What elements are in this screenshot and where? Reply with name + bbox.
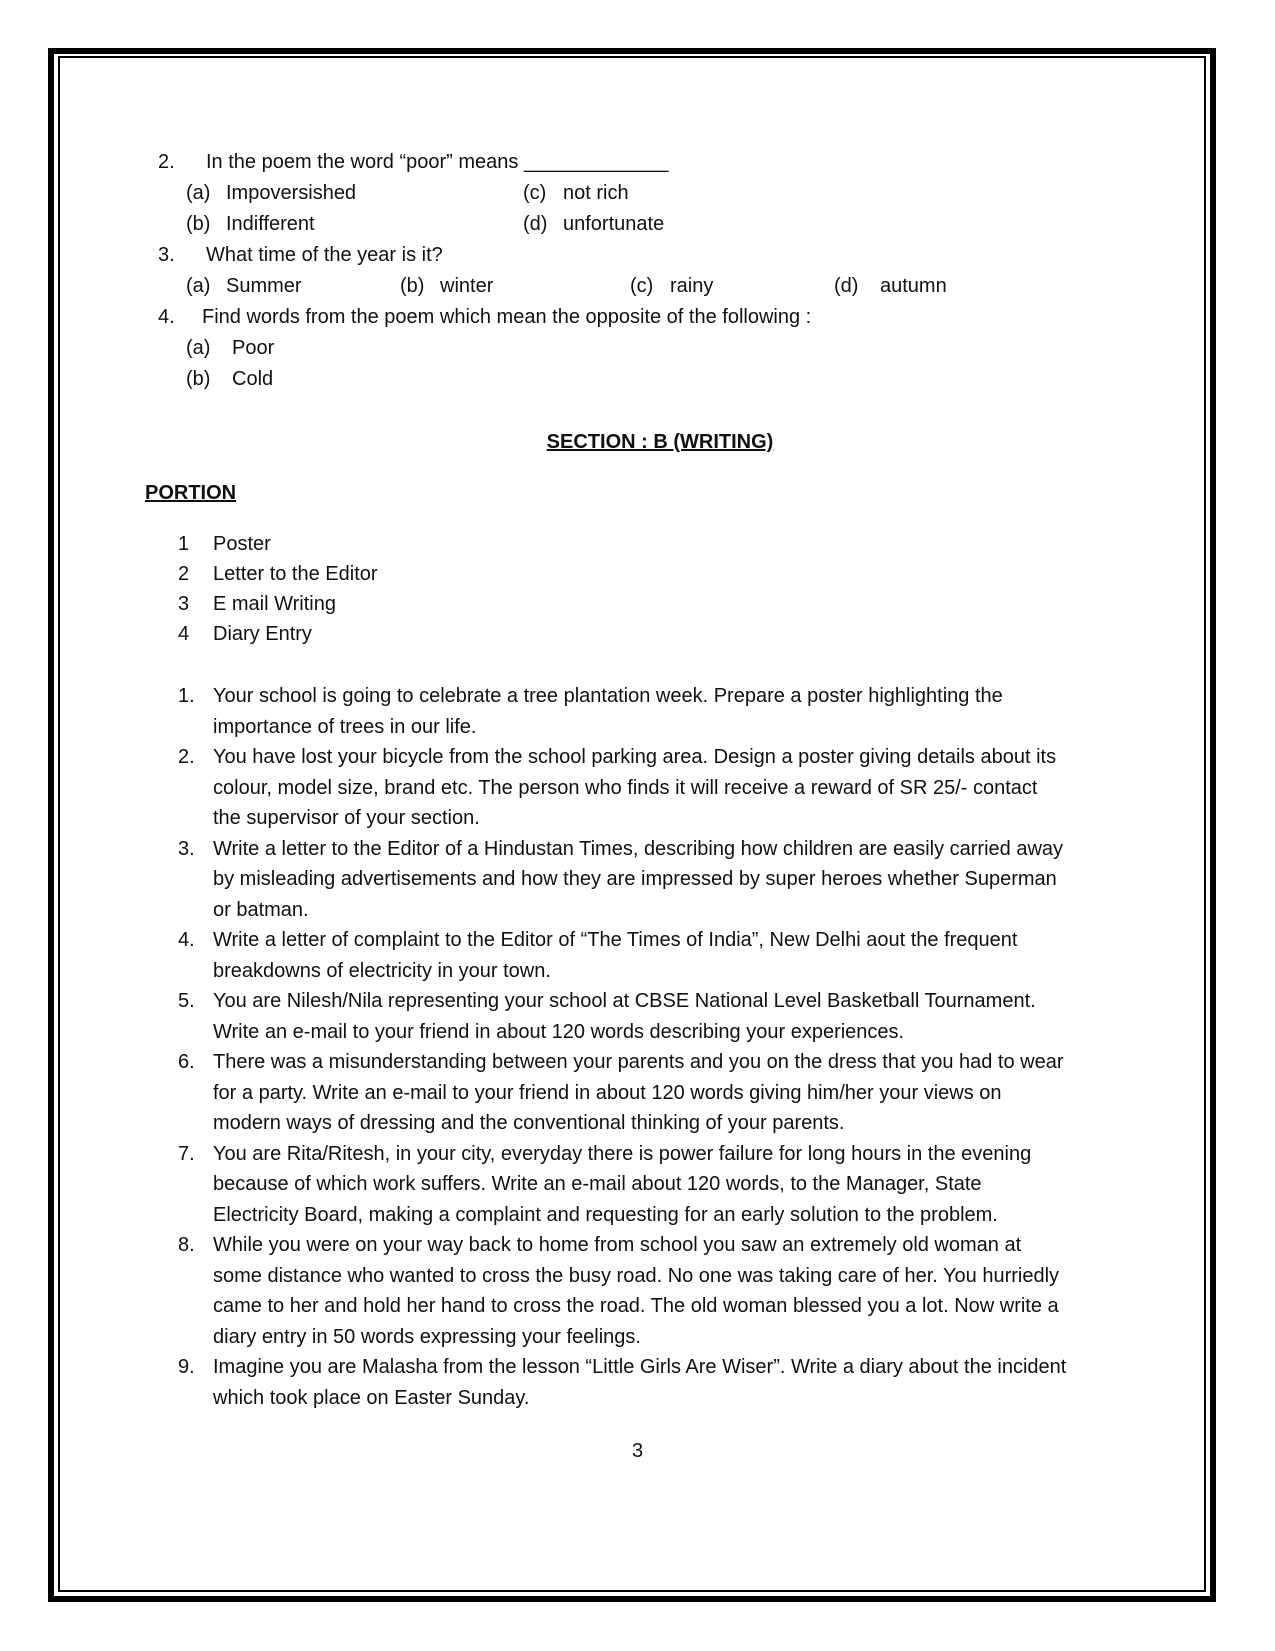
option-b: [186, 209, 315, 240]
option-label: (a): [186, 275, 211, 297]
portion-heading: PORTION: [145, 482, 237, 504]
question-text: Find words from the poem which mean the opposite of the following :: [202, 306, 812, 328]
option-text: unfortunate: [563, 213, 665, 235]
question-number: 2.: [158, 151, 175, 173]
option-text: not rich: [563, 182, 629, 204]
task-number: 6.: [178, 1051, 195, 1073]
portion-item-number: 4: [178, 623, 190, 645]
portion-item: [150, 529, 1150, 559]
option-text: Impoversished: [226, 182, 357, 204]
writing-tasks: [150, 681, 1150, 1413]
portion-item: [150, 559, 1150, 589]
option-row: [150, 178, 1150, 209]
option-text: rainy: [670, 275, 714, 297]
question-number: 4.: [158, 306, 175, 328]
option-row: [150, 333, 1150, 364]
task-item: [150, 681, 1150, 742]
option-d: [523, 209, 664, 240]
task-number: 8.: [178, 1234, 195, 1256]
option-d: [834, 271, 947, 302]
option-c: [523, 178, 629, 209]
task-text: Write a letter of complaint to the Editor of “The Times of India”, New Delhi aout the frequent breakdowns of electricity in your town.: [213, 929, 1018, 982]
task-number: 2.: [178, 746, 195, 768]
portion-item-text: Poster: [213, 533, 271, 555]
task-number: 4.: [178, 929, 195, 951]
option-row: [150, 271, 1150, 302]
task-text: While you were on your way back to home from school you saw an extremely old woman at some distance who wanted to cross the busy road. No one was taking care of her. You hurriedly came to her and hold her hand to cross the road. The old woman blessed you a lot. Now write a diary entry in 50 words expressing your feelings.: [213, 1234, 1060, 1348]
question-2: [150, 147, 1150, 178]
task-item: [150, 742, 1150, 834]
task-number: 9.: [178, 1356, 195, 1378]
option-label: (b): [400, 275, 425, 297]
task-item: [150, 1139, 1150, 1231]
task-item: [150, 925, 1150, 986]
task-text: You are Nilesh/Nila representing your school at CBSE National Level Basketball Tournament. Write an e-mail to your friend in about 120 words describing your experiences.: [213, 990, 1036, 1043]
option-text: Indifferent: [226, 213, 315, 235]
task-item: [150, 1352, 1150, 1413]
portion-item-text: E mail Writing: [213, 593, 336, 615]
portion-item: [150, 619, 1150, 649]
task-text: There was a misunderstanding between your parents and you on the dress that you had to wear for a party. Write an e-mail to your friend in about 120 words giving him/her your views on modern ways of dressing and the conventional thinking of your parents.: [213, 1051, 1064, 1134]
option-b: [186, 364, 273, 395]
option-row: [150, 364, 1150, 395]
portion-item-number: 1: [178, 533, 190, 555]
option-text: winter: [440, 275, 494, 297]
option-b: [400, 271, 493, 302]
option-label: (c): [523, 182, 547, 204]
option-text: Poor: [232, 337, 275, 359]
option-a: [186, 178, 356, 209]
option-a: [186, 271, 302, 302]
option-label: (d): [523, 213, 548, 235]
portion-item: [150, 589, 1150, 619]
portion-item-number: 3: [178, 593, 190, 615]
portion-item-number: 2: [178, 563, 190, 585]
section-title: SECTION : B (WRITING): [546, 431, 774, 453]
option-label: (b): [186, 213, 211, 235]
option-label: (b): [186, 368, 211, 390]
task-number: 3.: [178, 837, 195, 860]
portion-list: [150, 529, 1150, 649]
task-text: You have lost your bicycle from the school parking area. Design a poster giving details about its colour, model size, brand etc. The person who finds it will receive a reward of SR 25/- contact the supervisor of your section.: [213, 746, 1057, 829]
portion-item-text: Letter to the Editor: [213, 563, 378, 585]
question-3: [150, 240, 1150, 271]
option-a: [186, 333, 274, 364]
question-4: [150, 302, 1150, 333]
task-number: 5.: [178, 990, 195, 1012]
question-text: What time of the year is it?: [206, 244, 443, 266]
page-content: [145, 147, 1150, 1413]
task-text: Imagine you are Malasha from the lesson “Little Girls Are Wiser”. Write a diary about the incident which took place on Easter Sunday.: [213, 1356, 1067, 1409]
question-number: 3.: [158, 244, 175, 266]
option-label: (a): [186, 337, 211, 359]
task-item: [150, 986, 1150, 1047]
task-number: 7.: [178, 1142, 195, 1165]
task-item: [150, 1047, 1150, 1139]
question-text: In the poem the word “poor” means _____________: [206, 151, 669, 173]
option-label: (a): [186, 182, 211, 204]
option-row: [150, 209, 1150, 240]
option-text: autumn: [880, 275, 947, 297]
task-item: [150, 1230, 1150, 1352]
task-text: You are Rita/Ritesh, in your city, everyday there is power failure for long hours in the evening because of which work suffers. Write an e-mail about 120 words, to the Manager, State Electricity Board, making a complaint and requesting for an early solution to the problem.: [213, 1142, 1032, 1226]
portion-item-text: Diary Entry: [213, 623, 312, 645]
option-text: Summer: [226, 275, 302, 297]
task-text: Your school is going to celebrate a tree plantation week. Prepare a poster highlighting the importance of trees in our life.: [213, 685, 1003, 738]
task-number: 1.: [178, 685, 195, 707]
page-number: 3: [631, 1440, 644, 1462]
task-item: [150, 834, 1150, 926]
option-c: [630, 271, 713, 302]
option-text: Cold: [232, 368, 274, 390]
task-text: Write a letter to the Editor of a Hindustan Times, describing how children are easily carried away by misleading advertisements and how they are impressed by super heroes whether Superman or batman.: [213, 837, 1064, 921]
option-label: (d): [834, 275, 859, 297]
option-label: (c): [630, 275, 654, 297]
